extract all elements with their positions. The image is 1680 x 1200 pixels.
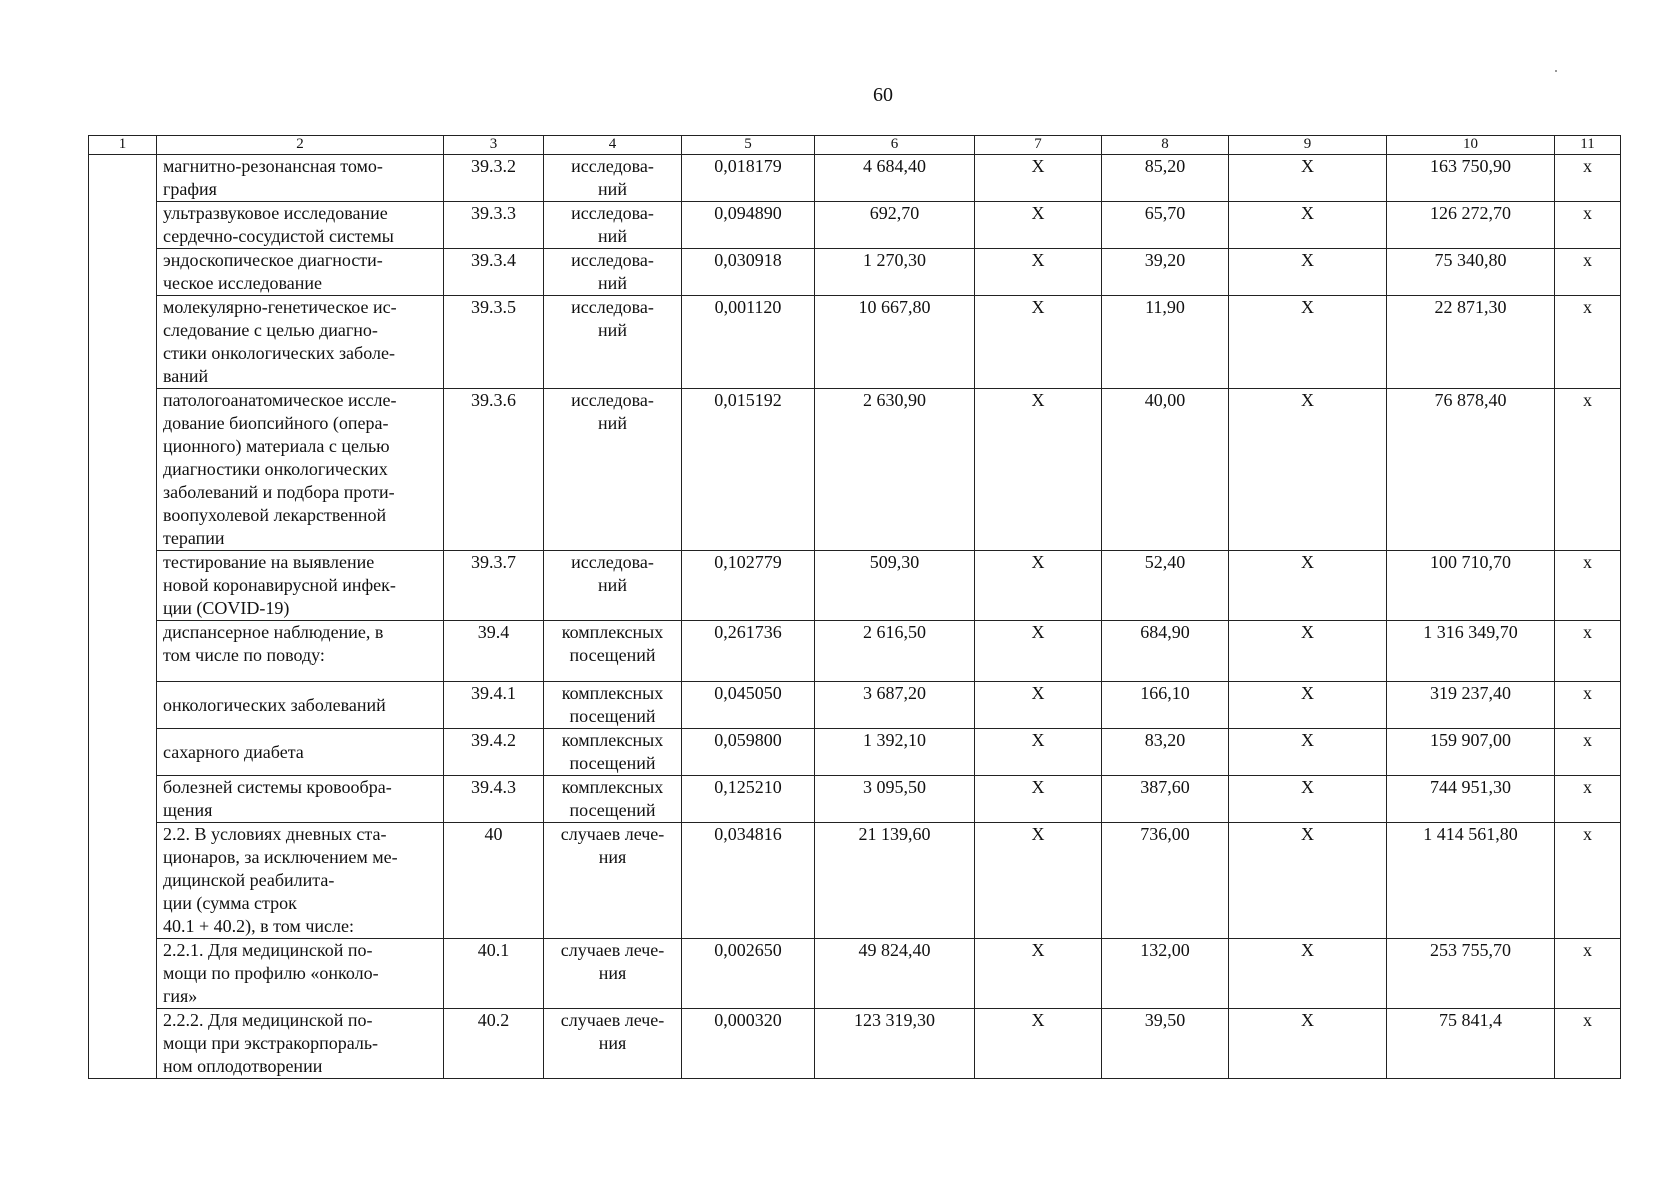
col11-mark: x	[1555, 296, 1621, 389]
table-row	[89, 776, 1621, 823]
row-code: 39.4.3	[444, 776, 544, 823]
row-code: 39.3.3	[444, 202, 544, 249]
service-name: диспансерное наблюдение, в том числе по поводу:	[157, 621, 444, 682]
header-col-7: 7	[975, 136, 1102, 155]
col7-mark: X	[975, 682, 1102, 729]
row-code: 40.2	[444, 1009, 544, 1079]
col9-mark: X	[1229, 202, 1387, 249]
unit-of-measure: исследова- ний	[544, 249, 682, 296]
service-name: эндоскопическое диагности- ческое исследование	[157, 249, 444, 296]
volume-norm: 0,102779	[682, 551, 815, 621]
unit-of-measure: исследова- ний	[544, 202, 682, 249]
col9-mark: X	[1229, 939, 1387, 1009]
unit-of-measure: комплексных посещений	[544, 729, 682, 776]
row-group-cell	[89, 155, 157, 1079]
col10-value: 319 237,40	[1387, 682, 1555, 729]
row-code: 39.4	[444, 621, 544, 682]
header-row	[89, 136, 1621, 155]
col8-value: 52,40	[1102, 551, 1229, 621]
col9-mark: X	[1229, 249, 1387, 296]
table-row	[89, 823, 1621, 939]
col9-mark: X	[1229, 296, 1387, 389]
col8-value: 166,10	[1102, 682, 1229, 729]
col9-mark: X	[1229, 621, 1387, 682]
col8-value: 11,90	[1102, 296, 1229, 389]
header-col-6: 6	[815, 136, 975, 155]
col8-value: 39,50	[1102, 1009, 1229, 1079]
volume-norm: 0,018179	[682, 155, 815, 202]
header-col-8: 8	[1102, 136, 1229, 155]
volume-norm: 0,001120	[682, 296, 815, 389]
volume-norm: 0,002650	[682, 939, 815, 1009]
col10-value: 22 871,30	[1387, 296, 1555, 389]
header-col-5: 5	[682, 136, 815, 155]
table-row	[89, 1009, 1621, 1079]
service-name: 2.2.1. Для медицинской по- мощи по профилю «онколо- гия»	[157, 939, 444, 1009]
table-row	[89, 551, 1621, 621]
col11-mark: x	[1555, 776, 1621, 823]
service-name: онкологических заболеваний	[157, 682, 444, 729]
col7-mark: X	[975, 202, 1102, 249]
header-col-10: 10	[1387, 136, 1555, 155]
col11-mark: x	[1555, 202, 1621, 249]
col10-value: 75 340,80	[1387, 249, 1555, 296]
row-code: 39.4.1	[444, 682, 544, 729]
col8-value: 39,20	[1102, 249, 1229, 296]
col10-value: 75 841,4	[1387, 1009, 1555, 1079]
row-code: 39.3.6	[444, 389, 544, 551]
header-col-9: 9	[1229, 136, 1387, 155]
col10-value: 163 750,90	[1387, 155, 1555, 202]
col7-mark: X	[975, 776, 1102, 823]
col8-value: 132,00	[1102, 939, 1229, 1009]
cost-norm: 3 095,50	[815, 776, 975, 823]
col10-value: 100 710,70	[1387, 551, 1555, 621]
cost-norm: 10 667,80	[815, 296, 975, 389]
header-col-1: 1	[89, 136, 157, 155]
unit-of-measure: исследова- ний	[544, 389, 682, 551]
table-row	[89, 389, 1621, 551]
col11-mark: x	[1555, 1009, 1621, 1079]
col7-mark: X	[975, 155, 1102, 202]
service-name: болезней системы кровообра- щения	[157, 776, 444, 823]
row-code: 39.3.2	[444, 155, 544, 202]
row-code: 39.3.7	[444, 551, 544, 621]
volume-norm: 0,094890	[682, 202, 815, 249]
service-name: магнитно-резонансная томо- графия	[157, 155, 444, 202]
cost-norm: 49 824,40	[815, 939, 975, 1009]
col11-mark: x	[1555, 729, 1621, 776]
unit-of-measure: исследова- ний	[544, 155, 682, 202]
col11-mark: x	[1555, 249, 1621, 296]
col11-mark: x	[1555, 621, 1621, 682]
unit-of-measure: исследова- ний	[544, 296, 682, 389]
col8-value: 684,90	[1102, 621, 1229, 682]
service-name: молекулярно-генетическое ис- следование с целью диагно- стики онкологических заболе- ваний	[157, 296, 444, 389]
data-table	[88, 135, 1621, 1079]
table-row	[89, 155, 1621, 202]
volume-norm: 0,261736	[682, 621, 815, 682]
col8-value: 65,70	[1102, 202, 1229, 249]
cost-norm: 1 392,10	[815, 729, 975, 776]
col9-mark: X	[1229, 1009, 1387, 1079]
col8-value: 736,00	[1102, 823, 1229, 939]
volume-norm: 0,030918	[682, 249, 815, 296]
service-name: сахарного диабета	[157, 729, 444, 776]
unit-of-measure: исследова- ний	[544, 551, 682, 621]
header-col-4: 4	[544, 136, 682, 155]
unit-of-measure: случаев лече- ния	[544, 823, 682, 939]
col11-mark: x	[1555, 551, 1621, 621]
col9-mark: X	[1229, 155, 1387, 202]
col8-value: 387,60	[1102, 776, 1229, 823]
volume-norm: 0,059800	[682, 729, 815, 776]
header-col-3: 3	[444, 136, 544, 155]
row-code: 40.1	[444, 939, 544, 1009]
table-row	[89, 682, 1621, 729]
cost-norm: 3 687,20	[815, 682, 975, 729]
col10-value: 159 907,00	[1387, 729, 1555, 776]
page-number: 60	[873, 84, 893, 106]
col11-mark: x	[1555, 389, 1621, 551]
row-code: 39.3.5	[444, 296, 544, 389]
service-name: патологоанатомическое иссле- дование биопсийного (опера- ционного) материала с целью диагностики онкологических заболеваний и подбора проти- воопухолевой лекарственной терапии	[157, 389, 444, 551]
service-name: ультразвуковое исследование сердечно-сосудистой системы	[157, 202, 444, 249]
col11-mark: x	[1555, 155, 1621, 202]
volume-norm: 0,000320	[682, 1009, 815, 1079]
table-row	[89, 621, 1621, 682]
row-code: 40	[444, 823, 544, 939]
col8-value: 85,20	[1102, 155, 1229, 202]
col9-mark: X	[1229, 682, 1387, 729]
cost-norm: 2 630,90	[815, 389, 975, 551]
unit-of-measure: случаев лече- ния	[544, 939, 682, 1009]
unit-of-measure: комплексных посещений	[544, 621, 682, 682]
col9-mark: X	[1229, 389, 1387, 551]
col11-mark: x	[1555, 939, 1621, 1009]
col9-mark: X	[1229, 729, 1387, 776]
table-row	[89, 296, 1621, 389]
header-col-2: 2	[157, 136, 444, 155]
service-name: тестирование на выявление новой коронавирусной инфек- ции (COVID-19)	[157, 551, 444, 621]
col8-value: 40,00	[1102, 389, 1229, 551]
col8-value: 83,20	[1102, 729, 1229, 776]
volume-norm: 0,125210	[682, 776, 815, 823]
col10-value: 1 414 561,80	[1387, 823, 1555, 939]
col9-mark: X	[1229, 551, 1387, 621]
service-name: 2.2. В условиях дневных ста- ционаров, за исключением ме- дицинской реабилита- ции (сумма строк 40.1 + 40.2), в том числе:	[157, 823, 444, 939]
col7-mark: X	[975, 729, 1102, 776]
row-code: 39.3.4	[444, 249, 544, 296]
col10-value: 744 951,30	[1387, 776, 1555, 823]
service-name: 2.2.2. Для медицинской по- мощи при экстракорпораль- ном оплодотворении	[157, 1009, 444, 1079]
col9-mark: X	[1229, 776, 1387, 823]
cost-norm: 692,70	[815, 202, 975, 249]
col7-mark: X	[975, 296, 1102, 389]
volume-norm: 0,015192	[682, 389, 815, 551]
unit-of-measure: комплексных посещений	[544, 776, 682, 823]
row-code: 39.4.2	[444, 729, 544, 776]
table-row	[89, 729, 1621, 776]
col9-mark: X	[1229, 823, 1387, 939]
volume-norm: 0,034816	[682, 823, 815, 939]
cost-norm: 1 270,30	[815, 249, 975, 296]
col10-value: 253 755,70	[1387, 939, 1555, 1009]
cost-norm: 21 139,60	[815, 823, 975, 939]
unit-of-measure: комплексных посещений	[544, 682, 682, 729]
cost-norm: 4 684,40	[815, 155, 975, 202]
cost-norm: 123 319,30	[815, 1009, 975, 1079]
col11-mark: x	[1555, 682, 1621, 729]
col7-mark: X	[975, 1009, 1102, 1079]
table-row	[89, 202, 1621, 249]
col7-mark: X	[975, 551, 1102, 621]
col7-mark: X	[975, 823, 1102, 939]
col10-value: 76 878,40	[1387, 389, 1555, 551]
col10-value: 1 316 349,70	[1387, 621, 1555, 682]
volume-norm: 0,045050	[682, 682, 815, 729]
col7-mark: X	[975, 621, 1102, 682]
table-row	[89, 249, 1621, 296]
table-row	[89, 939, 1621, 1009]
cost-norm: 509,30	[815, 551, 975, 621]
col7-mark: X	[975, 939, 1102, 1009]
col10-value: 126 272,70	[1387, 202, 1555, 249]
col7-mark: X	[975, 389, 1102, 551]
col7-mark: X	[975, 249, 1102, 296]
unit-of-measure: случаев лече- ния	[544, 1009, 682, 1079]
scan-speck	[1555, 70, 1557, 72]
col11-mark: x	[1555, 823, 1621, 939]
cost-norm: 2 616,50	[815, 621, 975, 682]
header-col-11: 11	[1555, 136, 1621, 155]
